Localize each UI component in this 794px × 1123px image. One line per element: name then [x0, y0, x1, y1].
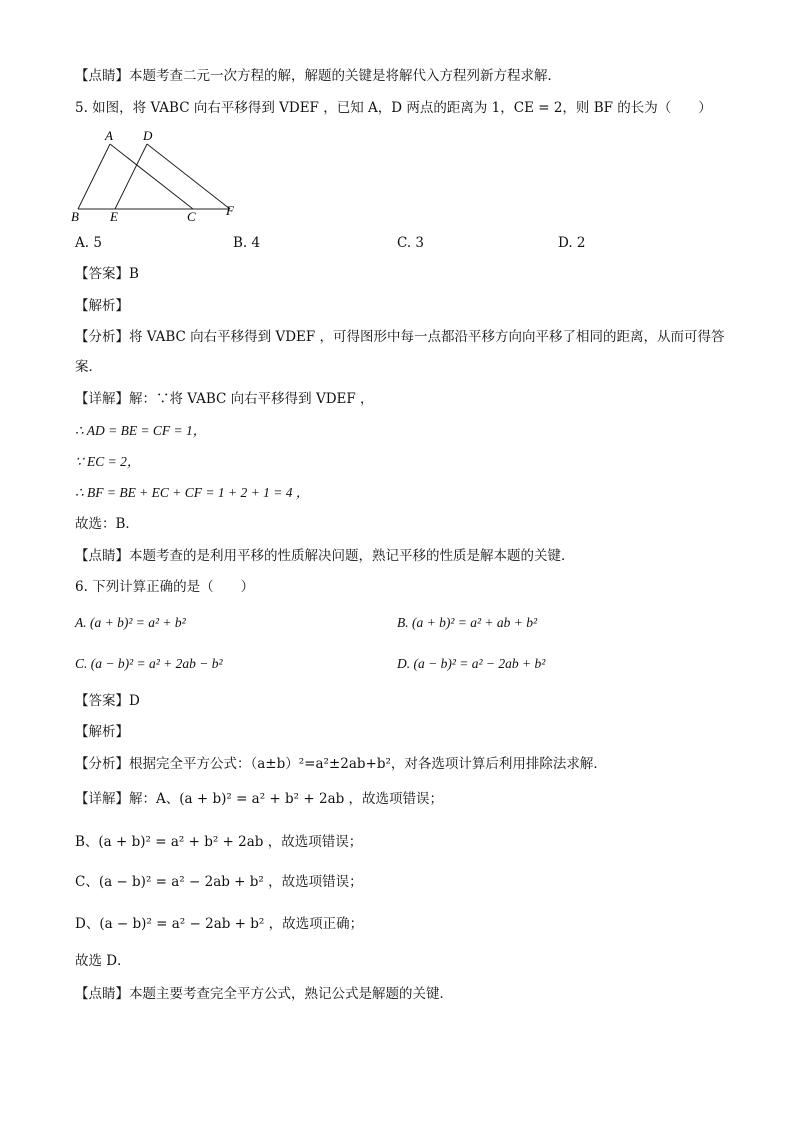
segment-ac — [110, 144, 193, 209]
q6-option-b: B. (a + b)² = a² + ab + b² — [397, 615, 538, 630]
segment-de — [115, 144, 147, 209]
label-f: F — [226, 203, 234, 218]
q5-option-d: D. 2 — [558, 235, 586, 251]
q6-choose: 故选 D． — [75, 953, 131, 969]
q5-detail-line-2: ∴ AD = BE = CF = 1， — [75, 423, 207, 438]
q6-stem: 6. 下列计算正确的是（ ） — [75, 579, 255, 595]
q6-option-c: C. (a − b)² = a² + 2ab − b² — [75, 656, 223, 671]
q5-detail-line-1: 【详解】解：∵将 VABC 向右平移得到 VDEF ， — [75, 391, 374, 407]
q6-option-d: D. (a − b)² = a² − 2ab + b² — [397, 656, 546, 671]
q5-option-a: A. 5 — [75, 235, 102, 251]
q4-comment: 【点睛】本题考查二元一次方程的解，解题的关键是将解代入方程列新方程求解． — [75, 68, 561, 84]
translation-figure — [68, 128, 243, 223]
q6-analysis-head: 【解析】 — [75, 724, 129, 740]
label-c: C — [187, 209, 196, 223]
label-e: E — [110, 209, 118, 223]
q5-analysis-head: 【解析】 — [75, 298, 129, 314]
q5-analysis-line-1: 【分析】将 VABC 向右平移得到 VDEF ，可得图形中每一点都沿平移方向向平移了相同的距离，从而可得答 — [75, 329, 725, 345]
q6-option-a: A. (a + b)² = a² + b² — [75, 615, 186, 630]
q6-comment: 【点睛】本题主要考查完全平方公式，熟记公式是解题的关键． — [75, 986, 453, 1002]
label-b: B — [71, 209, 79, 223]
q5-detail-line-3: ∵ EC = 2， — [75, 454, 141, 469]
q6-answer: 【答案】D — [75, 693, 140, 709]
q5-analysis-line-2: 案． — [75, 359, 102, 375]
q6-detail-d: D、(a − b)² = a² − 2ab + b² ，故选项正确； — [75, 916, 364, 932]
label-a: A — [105, 128, 113, 143]
label-d: D — [143, 128, 153, 143]
q5-answer: 【答案】B — [75, 266, 139, 282]
q5-option-c: C. 3 — [397, 235, 425, 251]
q6-detail-b: B、(a + b)² = a² + b² + 2ab ，故选项错误； — [75, 834, 363, 850]
q5-option-b: B. 4 — [233, 235, 261, 251]
q5-detail-line-4: ∴ BF = BE + EC + CF = 1 + 2 + 1 = 4 ， — [75, 485, 310, 500]
q5-stem: 5. 如图，将 VABC 向右平移得到 VDEF ，已知 A，D 两点的距离为 1，CE = 2，则 BF 的长为（ ） — [75, 100, 712, 116]
q5-choose: 故选：B． — [75, 516, 139, 532]
q6-detail-a: 【详解】解：A、(a + b)² = a² + b² + 2ab ，故选项错误； — [75, 791, 444, 807]
segment-ab — [78, 144, 110, 209]
q6-analysis: 【分析】根据完全平方公式：（a±b）²=a²±2ab+b²，对各选项计算后利用排除法求解． — [75, 756, 607, 772]
q5-comment: 【点睛】本题考查的是利用平移的性质解决问题，熟记平移的性质是解本题的关键． — [75, 548, 575, 564]
q6-detail-c: C、(a − b)² = a² − 2ab + b² ，故选项错误； — [75, 874, 363, 890]
segment-df — [147, 144, 230, 209]
